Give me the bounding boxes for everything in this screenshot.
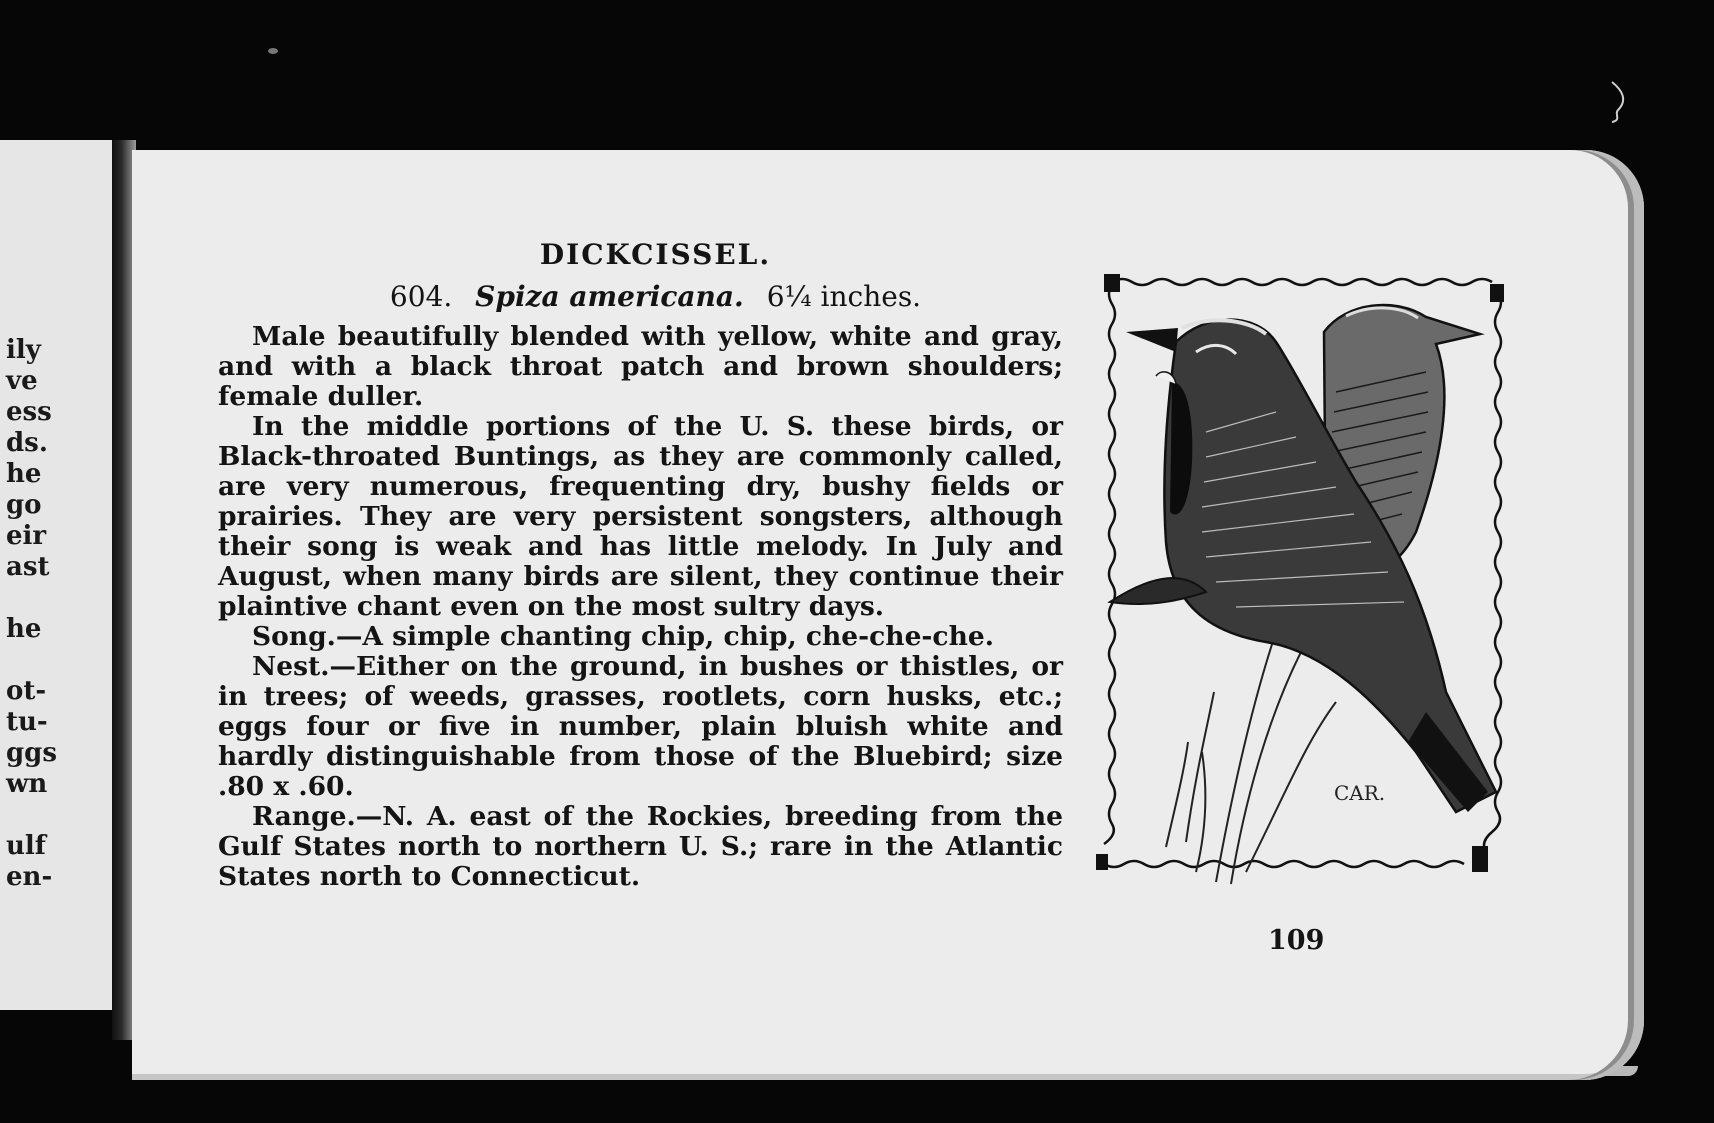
left-fragment: ds. (6, 428, 48, 458)
left-page-text-fragments (6, 335, 57, 893)
illustrator-signature: CAR. (1334, 781, 1386, 805)
left-fragment: wn (6, 769, 48, 799)
page-title: DICKCISSEL. (539, 238, 772, 271)
left-fragment (6, 583, 57, 614)
species-line (218, 282, 1063, 312)
habits-paragraph: In the middle portions of the U. S. these birds, or Black-throated Buntings, as they are commonly called, are very numerous, frequenting dry, bushy fields or prairies. They are very persistent songsters, although their song is weak and has little melody. In July and August, when many birds are silent, they continue their plaintive chant even on the most sultry days. (218, 411, 1063, 622)
left-fragment: ast (6, 552, 50, 582)
range-paragraph (218, 802, 1063, 892)
range-label: Range. (252, 801, 356, 832)
species-size: 6¼ inches. (766, 280, 922, 313)
nest-label: Nest. (252, 651, 330, 682)
left-fragment: en- (6, 862, 53, 892)
left-fragment (6, 800, 57, 831)
left-fragment: ot- (6, 676, 47, 706)
left-fragment: go (6, 490, 42, 520)
nest-text: —Either on the ground, in bushes or thistles, or in trees; of weeds, grasses, rootlets, corn husks, etc.; eggs four or five in number, plain bluish white and hardly distinguishable from those of the Bluebird; size .80 x .60. (218, 651, 1063, 802)
entry-text (218, 240, 1063, 892)
left-fragment: he (6, 459, 42, 489)
description-paragraph: Male beautifully blended with yellow, white and gray, and with a black throat patch and brown shoulders; female duller. (218, 321, 1063, 412)
left-fragment: ulf (6, 831, 46, 861)
song-text: —A simple chanting chip, chip, che-che-che. (335, 621, 994, 652)
left-fragment (6, 645, 57, 676)
page-number: 109 (1268, 925, 1325, 956)
left-fragment: ess (6, 397, 52, 427)
species-number: 604. (389, 280, 453, 313)
left-fragment: ve (6, 366, 38, 396)
left-fragment: tu- (6, 707, 48, 737)
scan-speck (268, 48, 278, 54)
left-fragment: ggs (6, 738, 57, 768)
song-paragraph (218, 622, 1063, 652)
left-fragment: eir (6, 521, 47, 551)
nest-paragraph (218, 652, 1063, 802)
range-text: —N. A. east of the Rockies, breeding from the Gulf States north to northern U. S.; rare in the Atlantic States north to Connecticut. (218, 801, 1063, 892)
dickcissel-pair-engraving-icon (1096, 272, 1526, 917)
left-fragment: ily (6, 335, 41, 365)
left-fragment: he (6, 614, 42, 644)
left-page (0, 140, 122, 1010)
latin-name: Spiza americana. (475, 280, 744, 313)
song-label: Song. (252, 621, 336, 652)
scan-mark-icon (1608, 80, 1632, 124)
bird-illustration (1096, 272, 1526, 917)
